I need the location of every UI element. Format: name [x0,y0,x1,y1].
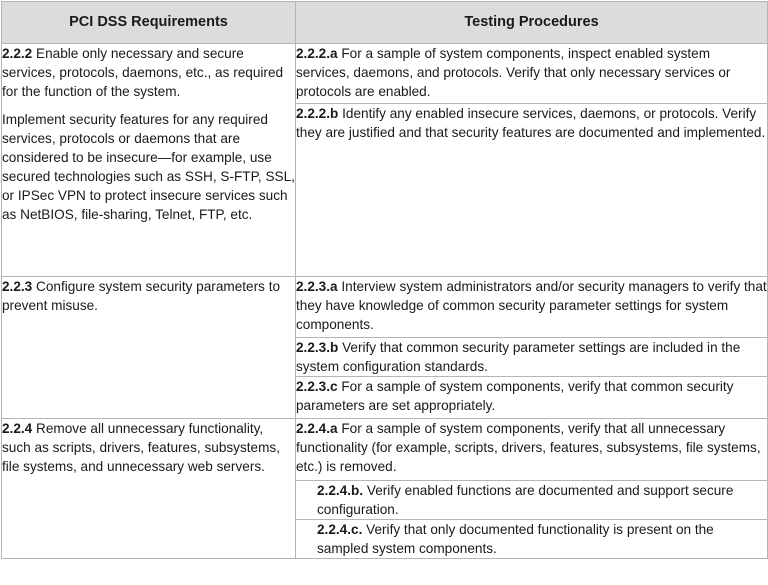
procedure-text: Verify that common security parameter settings are included in the system configuration standards. [296,340,741,374]
procedure-text: Identify any enabled insecure services, daemons, or protocols. Verify they are justified and that security features are documented and implemented. [296,106,766,140]
requirement-cell [2,277,296,419]
procedure-cell [296,338,768,377]
procedure-cell [296,377,768,419]
procedure-id: 2.2.2.b [296,106,339,121]
requirement-text [2,277,295,315]
procedure-text: For a sample of system components, verify that common security parameters are set appropriately. [296,379,734,413]
procedure-cell [296,481,768,520]
pci-dss-table [1,1,768,559]
requirement-id: 2.2.4 [2,421,33,436]
procedure-text: For a sample of system components, inspect enabled system services, daemons, and protocols. Verify that only necessary services or protocols are enabled. [296,46,731,99]
procedure-id: 2.2.2.a [296,46,338,61]
table-row [2,277,768,338]
requirement-text-secondary: Implement security features for any required services, protocols or daemons that are considered to be insecure—for example, use secured technologies such as SSH, S-FTP, SSL, or IPSec VPN to protect insecure services such as NetBIOS, file-sharing, Telnet, FTP, etc. [2,112,295,222]
procedure-text: For a sample of system components, verify that all unnecessary functionality (for example, scripts, drivers, features, subsystems, file systems, etc.) is removed. [296,421,761,474]
procedure-cell [296,419,768,481]
procedure-text: Interview system administrators and/or security managers to verify that they have knowledge of common security parameter settings for system components. [296,279,767,332]
table-row [2,44,768,104]
table-row [2,419,768,481]
requirement-cell [2,44,296,277]
procedure-id: 2.2.4.c. [317,522,363,537]
procedure-text: Verify enabled functions are documented and support secure configuration. [317,483,734,517]
procedure-cell [296,520,768,559]
procedure-cell [296,277,768,338]
requirement-id: 2.2.3 [2,279,33,294]
requirement-id: 2.2.2 [2,46,33,61]
procedure-text: Verify that only documented functionality is present on the sampled system components. [317,522,714,556]
header-requirements: PCI DSS Requirements [2,2,296,44]
procedure-id: 2.2.3.c [296,379,338,394]
requirement-description: Configure system security parameters to prevent misuse. [2,279,281,313]
procedure-id: 2.2.4.b. [317,483,364,498]
header-row [2,2,768,44]
procedure-id: 2.2.4.a [296,421,338,436]
requirement-text [2,44,295,101]
procedure-id: 2.2.3.a [296,279,338,294]
requirement-cell [2,419,296,559]
procedure-cell [296,44,768,104]
requirement-text [2,419,295,476]
requirement-description: Enable only necessary and secure services, protocols, daemons, etc., as required for the function of the system. [2,46,284,99]
procedure-cell [296,104,768,277]
procedure-id: 2.2.3.b [296,340,339,355]
requirement-description: Remove all unnecessary functionality, such as scripts, drivers, features, subsystems, file systems, and unnecessary web servers. [2,421,281,474]
header-testing-procedures: Testing Procedures [296,2,768,44]
